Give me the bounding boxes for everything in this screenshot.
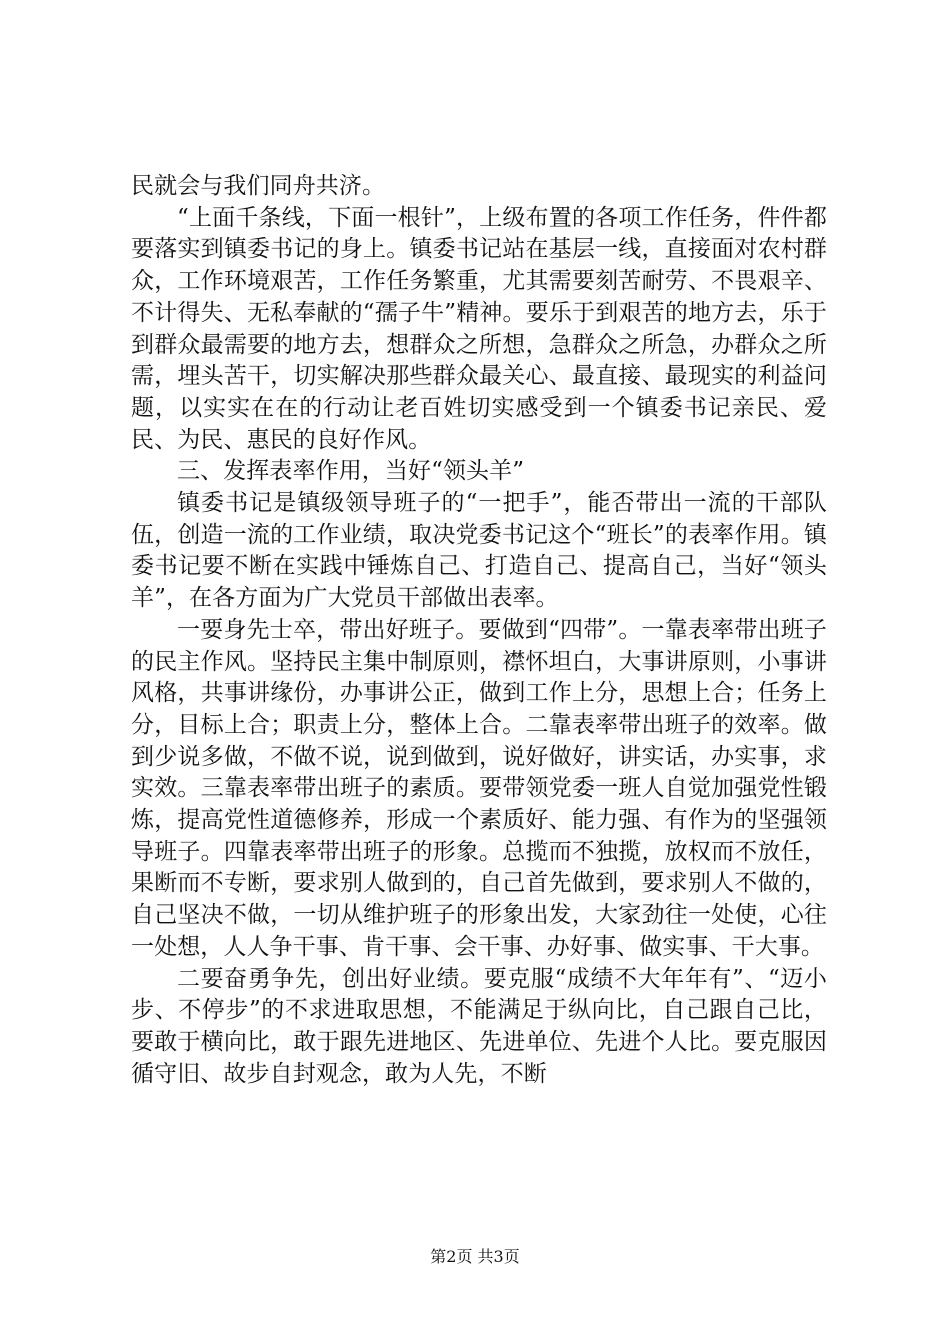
paragraph-continuation: 民就会与我们同舟共济。 — [131, 173, 386, 199]
page-footer — [0, 1244, 950, 1267]
page-number-label: 第2页 共3页 — [430, 1247, 520, 1266]
paragraph-leader-role: 镇委书记是镇级领导班子的“一把手”，能否带出一流的干部队伍，创造一流的工作业绩，取决党委书记这个“班长”的表率作用。镇委书记要不断在实践中锤炼自己、打造自己、提高自己，当好“领头羊”，在各方面为广大党员干部做出表率。 — [131, 490, 827, 612]
section-heading-three: 三、发挥表率作用，当好“领头羊” — [177, 458, 525, 485]
document-body — [131, 171, 827, 1090]
paragraph-lead-team: 一要身先士卒，带出好班子。要做到“四带”。一靠表率带出班子的民主作风。坚持民主集中制原则，襟怀坦白，大事讲原则，小事讲风格，共事讲缘份，办事讲公正，做到工作上分，思想上合；任务上分，目标上合；职责上分，整体上合。二靠表率带出班子的效率。做到少说多做，不做不说，说到做到，说好做好，讲实话，办实事，求实效。三靠表率带出班子的素质。要带领党委一班人自觉加强党性锻炼，提高党性道德修养，形成一个素质好、能力强、有作为的坚强领导班子。四靠表率带出班子的形象。总揽而不独揽，放权而不放任，果断而不专断，要求别人做到的，自己首先做到，要求别人不做的，自己坚决不做，一切从维护班子的形象出发，大家劲往一处使，心往一处想，人人争干事、肯干事、会干事、办好事、做实事、干大事。 — [131, 616, 827, 960]
paragraph-task-spirit: “上面千条线，下面一根针”，上级布置的各项工作任务，件件都要落实到镇委书记的身上。镇委书记站在基层一线，直接面对农村群众，工作环境艰苦，工作任务繁重，尤其需要刻苦耐劳、不畏艰辛、不计得失、无私奉献的“孺子牛”精神。要乐于到艰苦的地方去，乐于到群众最需要的地方去，想群众之所想，急群众之所急，办群众之所需，埋头苦干，切实解决那些群众最关心、最直接、最现实的利益问题，以实实在在的行动让老百姓切实感受到一个镇委书记亲民、爱民、为民、惠民的良好作风。 — [131, 204, 827, 453]
paragraph-strive-ahead: 二要奋勇争先，创出好业绩。要克服“成绩不大年年有”、“迈小步、不停步”的不求进取思想，不能满足于纵向比，自己跟自己比，要敢于横向比，敢于跟先进地区、先进单位、先进个人比。要克服因循守旧、故步自封观念，敢为人先，不断 — [131, 965, 827, 1087]
